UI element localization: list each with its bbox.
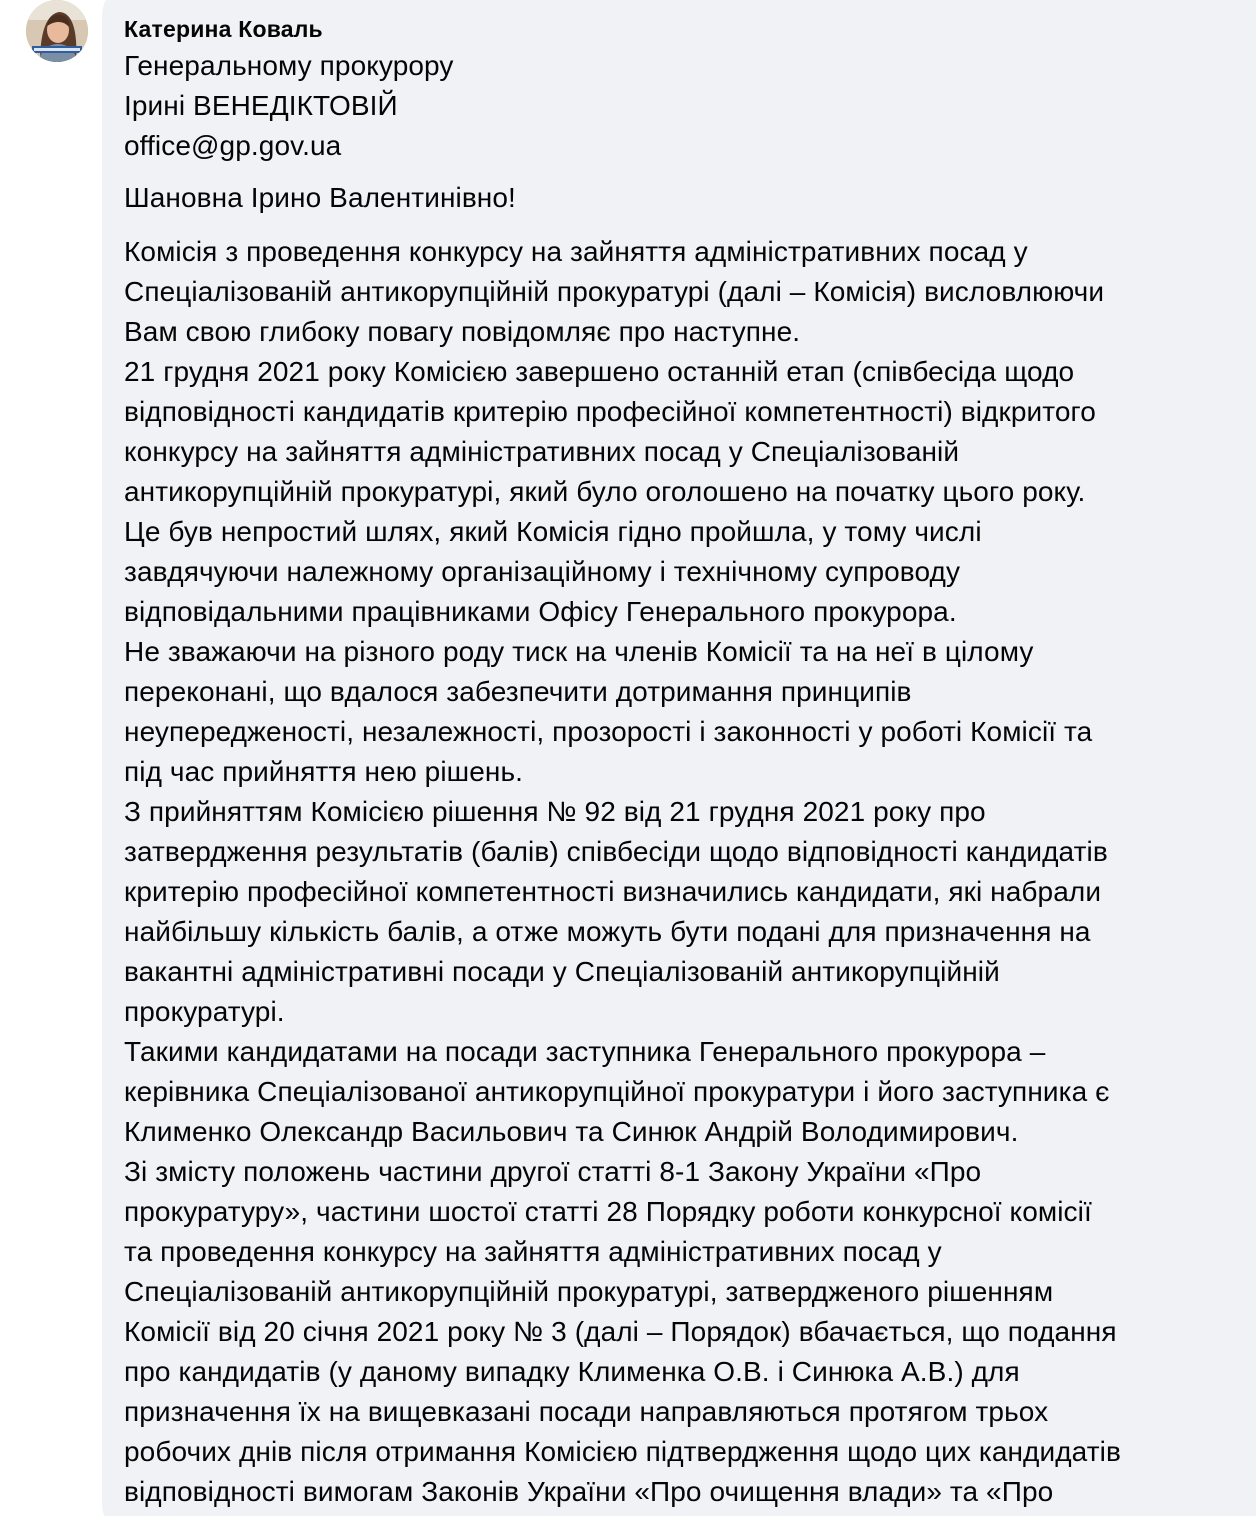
body-line: Це був непростий шлях, який Комісія гідно пройшла, у тому числі <box>124 516 982 547</box>
body-line: про кандидатів (у даному випадку Клименка О.В. і Синюка А.В.) для <box>124 1356 1020 1387</box>
address-line: Ірині ВЕНЕДІКТОВІЙ <box>124 90 398 121</box>
body-line: відповідальними працівниками Офісу Генерального прокурора. <box>124 596 957 627</box>
body-line: призначення їх на вищевказані посади направляються протягом трьох <box>124 1396 1049 1427</box>
body-line: 21 грудня 2021 року Комісією завершено останній етап (співбесіда щодо <box>124 356 1075 387</box>
body-line: прокуратуру», частини шостої статті 28 Порядку роботи конкурсної комісії <box>124 1196 1092 1227</box>
greeting-line: Шановна Ірино Валентинівно! <box>124 182 516 213</box>
avatar[interactable] <box>26 0 88 62</box>
body-line: вакантні адміністративні посади у Спеціалізованій антикорупційній <box>124 956 1000 987</box>
body-line: Комісії від 20 січня 2021 року № 3 (далі – Порядок) вбачається, що подання <box>124 1316 1117 1347</box>
body-line: Клименко Олександр Васильович та Синюк Андрій Володимирович. <box>124 1116 1019 1147</box>
body-line: затвердження результатів (балів) співбесіди щодо відповідності кандидатів <box>124 836 1108 867</box>
body-line: найбільшу кількість балів, а отже можуть бути подані для призначення на <box>124 916 1091 947</box>
body-line: керівника Спеціалізованої антикорупційної прокуратури і його заступника є <box>124 1076 1110 1107</box>
address-line-email: office@gp.gov.ua <box>124 130 342 161</box>
avatar-photo <box>26 0 88 62</box>
body-line: робочих днів після отримання Комісією підтвердження щодо цих кандидатів <box>124 1436 1121 1467</box>
body-line: Не зважаючи на різного роду тиск на членів Комісії та на неї в цілому <box>124 636 1034 667</box>
body-line: переконані, що вдалося забезпечити дотримання принципів <box>124 676 912 707</box>
body-line: відповідності кандидатів критерію професійної компетентності) відкритого <box>124 396 1096 427</box>
body-line: Комісія з проведення конкурсу на зайняття адміністративних посад у <box>124 236 1028 267</box>
comment-author-name[interactable]: Катерина Коваль <box>124 16 323 42</box>
body-line: неупередженості, незалежності, прозорості і законності у роботі Комісії та <box>124 716 1093 747</box>
body-line: критерію професійної компетентності визначились кандидати, які набрали <box>124 876 1102 907</box>
body-line: антикорупційній прокуратурі, який було оголошено на початку цього року. <box>124 476 1086 507</box>
body-line: З прийняттям Комісією рішення № 92 від 21 грудня 2021 року про <box>124 796 986 827</box>
body-line: Вам свою глибоку повагу повідомляє про наступне. <box>124 316 801 347</box>
body-line: під час прийняття нею рішень. <box>124 756 524 787</box>
body-line: прокуратурі. <box>124 996 285 1027</box>
body-line: та проведення конкурсу на зайняття адміністративних посад у <box>124 1236 942 1267</box>
body-line: завдячуючи належному організаційному і технічному супроводу <box>124 556 961 587</box>
address-line: Генеральному прокурору <box>124 50 454 81</box>
body-line: відповідності вимогам Законів України «Про очищення влади» та «Про <box>124 1476 1054 1507</box>
body-line: Спеціалізованій антикорупційній прокуратурі, затвердженого рішенням <box>124 1276 1054 1307</box>
body-line: Зі змісту положень частини другої статті 8-1 Закону України «Про <box>124 1156 982 1187</box>
body-line: Спеціалізованій антикорупційній прокуратурі (далі – Комісія) висловлюючи <box>124 276 1105 307</box>
paragraph-gap <box>124 166 1234 178</box>
paragraph-gap <box>124 218 1234 232</box>
comment-content <box>124 12 1234 1512</box>
body-line: Такими кандидатами на посади заступника Генерального прокурора – <box>124 1036 1046 1067</box>
body-line: конкурсу на зайняття адміністративних посад у Спеціалізованій <box>124 436 960 467</box>
